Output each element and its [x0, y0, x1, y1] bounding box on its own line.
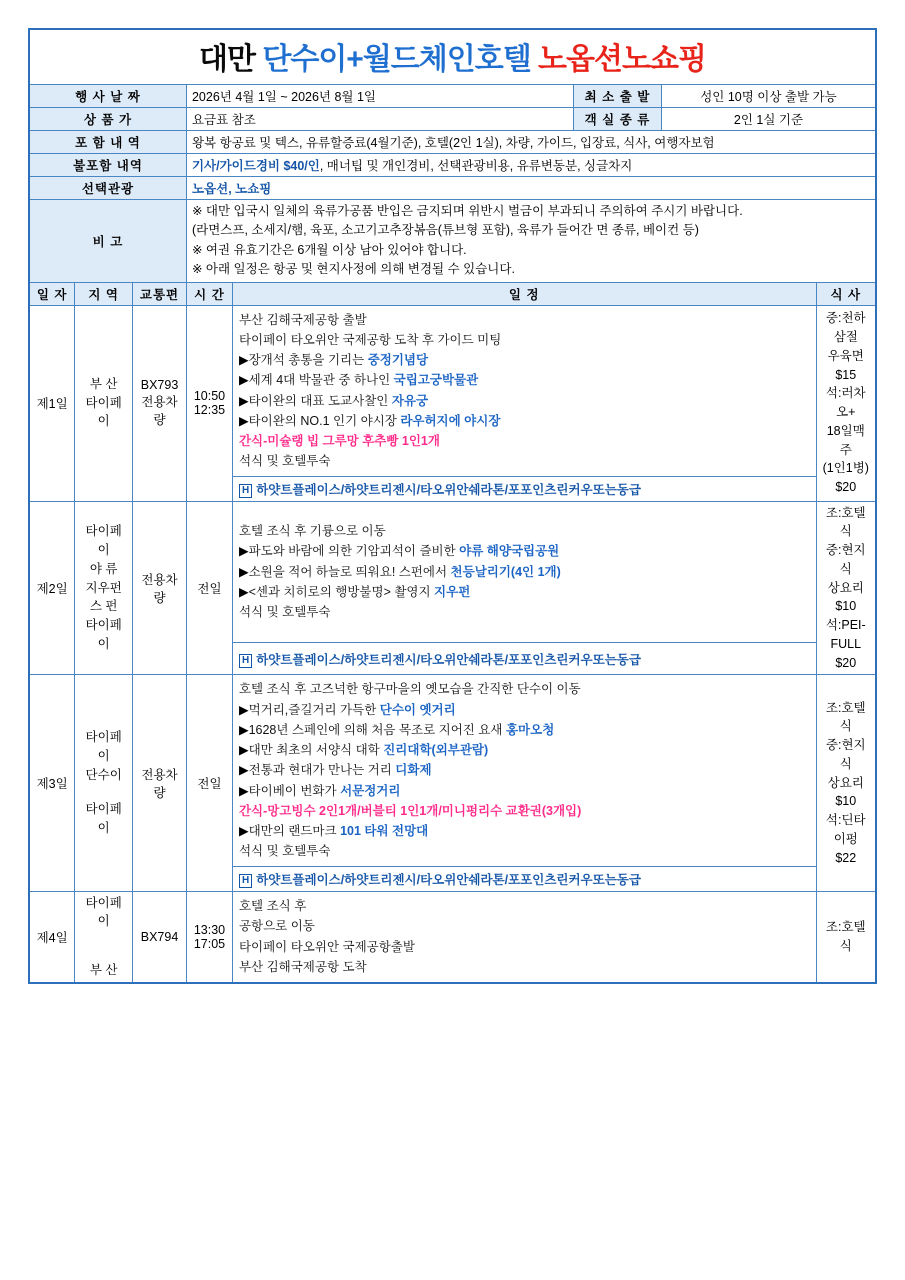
- col-header-region: 지 역: [75, 282, 133, 305]
- meal-line: 석:PEI-FULL: [825, 618, 866, 651]
- value-room-type: 2인 1실 기준: [661, 108, 876, 131]
- schedule-line: 석식 및 호텔투숙: [238, 605, 331, 620]
- transport-line: 전용차량: [141, 572, 178, 605]
- schedule-line: 호텔 조식 후 기륭으로 이동: [238, 524, 386, 539]
- schedule-line: 타이페이 타오위안 국제공항 도착 후 가이드 미팅: [238, 332, 502, 347]
- schedule-line: ▶1628년 스페인에 의해 처음 목조로 지어진 요새 홍마오청: [238, 722, 555, 737]
- day-regions: [75, 891, 133, 983]
- day-times: [186, 675, 232, 891]
- value-event-date: 2026년 4월 1일 ~ 2026년 8월 1일: [186, 85, 573, 108]
- transport-line: 전용차량: [141, 767, 178, 800]
- schedule-line: ▶소원을 적어 하늘로 띄워요! 스펀에서 천등날리기(4인 1개): [238, 564, 561, 579]
- region-line: 타이페이: [85, 618, 122, 651]
- time-line: 전일: [197, 581, 222, 596]
- info-row-included: [29, 131, 876, 154]
- label-product-price: 상 품 가: [29, 108, 186, 131]
- title-part-1: 대만: [199, 43, 256, 76]
- itinerary-day-row: [29, 305, 876, 476]
- hotel-icon: H: [239, 874, 252, 888]
- schedule-line: 부산 김해국제공항 도착: [238, 959, 367, 974]
- schedule-line: ▶먹거리,즐길거리 가득한 단수이 옛거리: [238, 702, 456, 717]
- day-meals: [816, 891, 876, 983]
- col-header-day: 일 자: [29, 282, 75, 305]
- hotel-text: 하얏트플레이스/하얏트리젠시/타오위안쉐라톤/포포인츠린커우또는동급: [256, 872, 641, 887]
- page-title: [29, 29, 876, 85]
- day-transport: [133, 891, 187, 983]
- label-optional-tour: 선택관광: [29, 177, 186, 200]
- schedule-line: ▶타이완의 NO.1 인기 야시장 라우허지에 야시장: [238, 413, 501, 428]
- col-header-transport: 교통편: [133, 282, 187, 305]
- col-header-schedule: 일 정: [232, 282, 816, 305]
- transport-line: BX794: [140, 929, 179, 944]
- meal-line: 석:딘타이펑: [825, 813, 866, 846]
- hotel-icon: H: [239, 484, 252, 498]
- region-line: 타이페이: [85, 802, 122, 835]
- schedule-line: ▶대만의 랜드마크 101 타워 전망대: [238, 824, 429, 838]
- day-meals: [816, 305, 876, 501]
- region-line: 타이페이: [85, 524, 122, 557]
- remark-line: (라면스프, 소세지/햄, 육포, 소고기고추장볶음(튜브형 포함), 육류가 들어간 면 종류, 베이컨 등): [191, 223, 699, 238]
- day-meals: [816, 501, 876, 675]
- schedule-line: ▶타이베이 번화가 서문정거리: [238, 783, 401, 798]
- remark-line: ※ 아래 일정은 항공 및 현지사정에 의해 변경될 수 있습니다.: [191, 262, 515, 277]
- meal-line: 조:호텔식: [825, 505, 866, 539]
- hotel-text: 하얏트플레이스/하얏트리젠시/타오위안쉐라톤/포포인츠린커우또는동급: [256, 482, 641, 497]
- schedule-line: ▶<센과 치히로의 행방불명> 촬영지 지우펀: [238, 584, 471, 599]
- info-row-price: [29, 108, 876, 131]
- info-row-excluded: [29, 154, 876, 177]
- region-line: 타이페이: [85, 895, 122, 929]
- day-label: 제4일: [29, 891, 75, 983]
- schedule-line-snack: 간식-망고빙수 2인1개/버블티 1인1개/미니펑리수 교환권(3개입): [238, 803, 582, 818]
- region-spacer: [80, 931, 127, 961]
- schedule-line: 호텔 조식 후: [238, 899, 307, 914]
- schedule-line: ▶세계 4대 박물관 중 하나인 국립고궁박물관: [238, 373, 479, 388]
- day-hotel: [232, 476, 816, 501]
- day-schedule: [232, 891, 816, 983]
- day-label: 제1일: [29, 305, 75, 501]
- meal-line: 중:현지식: [825, 543, 866, 576]
- day-schedule: [232, 305, 816, 476]
- schedule-line: 부산 김해국제공항 출발: [238, 312, 367, 327]
- day-schedule: [232, 675, 816, 866]
- meal-line: $10: [835, 599, 857, 614]
- info-row-remarks: [29, 200, 876, 283]
- travel-itinerary-sheet: [28, 28, 877, 984]
- meal-line: $15: [835, 367, 857, 382]
- label-remarks: 비 고: [29, 200, 186, 283]
- schedule-line: 석식 및 호텔투숙: [238, 844, 331, 859]
- region-line: 단수이: [85, 767, 122, 782]
- meal-line: 중:천하삼절: [825, 311, 866, 344]
- title-part-2: 단수이+월드체인호텔: [262, 43, 531, 76]
- time-line: 17:05: [193, 936, 226, 951]
- meal-line: 우육면: [827, 348, 864, 363]
- value-optional-tour: [186, 177, 876, 200]
- meal-line: (1인1병): [822, 461, 869, 476]
- time-line: 13:30: [193, 922, 226, 937]
- region-line: 스 펀: [89, 599, 118, 614]
- info-row-dates: [29, 85, 876, 108]
- title-part-3: 노옵션노쇼핑: [538, 43, 706, 76]
- schedule-line: 석식 및 호텔투숙: [238, 454, 331, 469]
- day-regions: [75, 305, 133, 501]
- region-line: 지우펀: [85, 580, 122, 595]
- excluded-highlight: 기사/가이드경비 $40/인: [191, 159, 320, 173]
- hotel-text: 하얏트플레이스/하얏트리젠시/타오위안쉐라톤/포포인츠린커우또는동급: [256, 652, 641, 667]
- value-min-departure: 성인 10명 이상 출발 가능: [661, 85, 876, 108]
- meal-line: 석:러차오+: [825, 386, 866, 419]
- label-included: 포 함 내 역: [29, 131, 186, 154]
- label-room-type: 객 실 종 류: [574, 108, 662, 131]
- region-line: 부 산: [89, 376, 118, 391]
- day-hotel: [232, 866, 816, 891]
- schedule-line: ▶전통과 현대가 만나는 거리 디화제: [238, 763, 432, 778]
- optional-tour-text: 노옵션, 노쇼핑: [191, 182, 272, 196]
- day-transport: [133, 501, 187, 675]
- schedule-line: 타이페이 타오위안 국제공항출발: [238, 939, 415, 954]
- label-event-date: 행 사 날 짜: [29, 85, 186, 108]
- meal-line: 조:호텔식: [825, 919, 866, 953]
- schedule-line: ▶대만 최초의 서양식 대학 진리대학(외부관람): [238, 743, 489, 757]
- day-transport: [133, 305, 187, 501]
- schedule-line: ▶장개석 총통을 기리는 중정기념당: [238, 353, 429, 367]
- meal-line: $10: [835, 794, 857, 809]
- excluded-rest: , 매너팁 및 개인경비, 선택관광비용, 유류변동분, 싱글차지: [319, 159, 633, 173]
- schedule-line: ▶타이완의 대표 도교사찰인 자유궁: [238, 393, 429, 408]
- meal-line: 조:호텔식: [825, 700, 866, 734]
- schedule-line-snack: 간식-미슐랭 빕 그루망 후추빵 1인1개: [238, 434, 440, 448]
- remark-line: ※ 대만 입국시 일체의 육류가공품 반입은 금지되며 위반시 벌금이 부과되니 주의하여 주시기 바랍니다.: [191, 204, 743, 218]
- day-schedule: [232, 501, 816, 643]
- day-regions: [75, 501, 133, 675]
- itinerary-header-row: [29, 282, 876, 305]
- region-line: 타이페이: [85, 395, 122, 429]
- meal-line: 상요리: [827, 580, 864, 595]
- itinerary-day-row: [29, 891, 876, 983]
- itinerary-day-row: [29, 675, 876, 866]
- remark-line: ※ 여권 유효기간은 6개월 이상 남아 있어야 합니다.: [191, 242, 467, 257]
- day-times: [186, 891, 232, 983]
- time-line: 전일: [197, 776, 222, 791]
- transport-line: 전용차량: [141, 395, 178, 427]
- region-line: 부 산: [89, 963, 118, 977]
- meal-line: $22: [835, 850, 857, 865]
- col-header-time: 시 간: [186, 282, 232, 305]
- value-remarks: [186, 200, 876, 283]
- time-line: 10:50: [193, 389, 226, 403]
- day-meals: [816, 675, 876, 891]
- day-label: 제2일: [29, 501, 75, 675]
- day-hotel: [232, 643, 816, 675]
- label-min-departure: 최 소 출 발: [574, 85, 662, 108]
- label-excluded: 불포함 내역: [29, 154, 186, 177]
- day-times: [186, 501, 232, 675]
- region-line: 타이페이: [85, 730, 122, 763]
- hotel-icon: H: [239, 654, 252, 668]
- value-included: 왕복 항공료 및 텍스, 유류할증료(4월기준), 호텔(2인 1실), 차량, 가이드, 입장료, 식사, 여행자보험: [186, 131, 876, 154]
- meal-line: $20: [835, 480, 857, 494]
- region-spacer: [80, 784, 127, 800]
- value-excluded: [186, 154, 876, 177]
- col-header-meals: 식 사: [816, 282, 876, 305]
- day-transport: [133, 675, 187, 891]
- meal-line: 18일맥주: [826, 423, 865, 457]
- transport-line: BX793: [140, 378, 179, 392]
- day-label: 제3일: [29, 675, 75, 891]
- itinerary-day-row: [29, 501, 876, 643]
- meal-line: $20: [835, 655, 857, 670]
- region-line: 야 류: [89, 561, 118, 576]
- value-product-price: 요금표 참조: [186, 108, 573, 131]
- meal-line: 중:현지식: [825, 738, 866, 771]
- info-row-option: [29, 177, 876, 200]
- schedule-line: 공항으로 이동: [238, 919, 315, 934]
- day-regions: [75, 675, 133, 891]
- meal-line: 상요리: [827, 775, 864, 790]
- time-line: 12:35: [193, 403, 226, 417]
- schedule-line: 호텔 조식 후 고즈넉한 항구마을의 옛모습을 간직한 단수이 이동: [238, 682, 581, 697]
- schedule-line: ▶파도와 바람에 의한 기암괴석이 즐비한 야류 해양국립공원: [238, 544, 560, 559]
- day-times: [186, 305, 232, 501]
